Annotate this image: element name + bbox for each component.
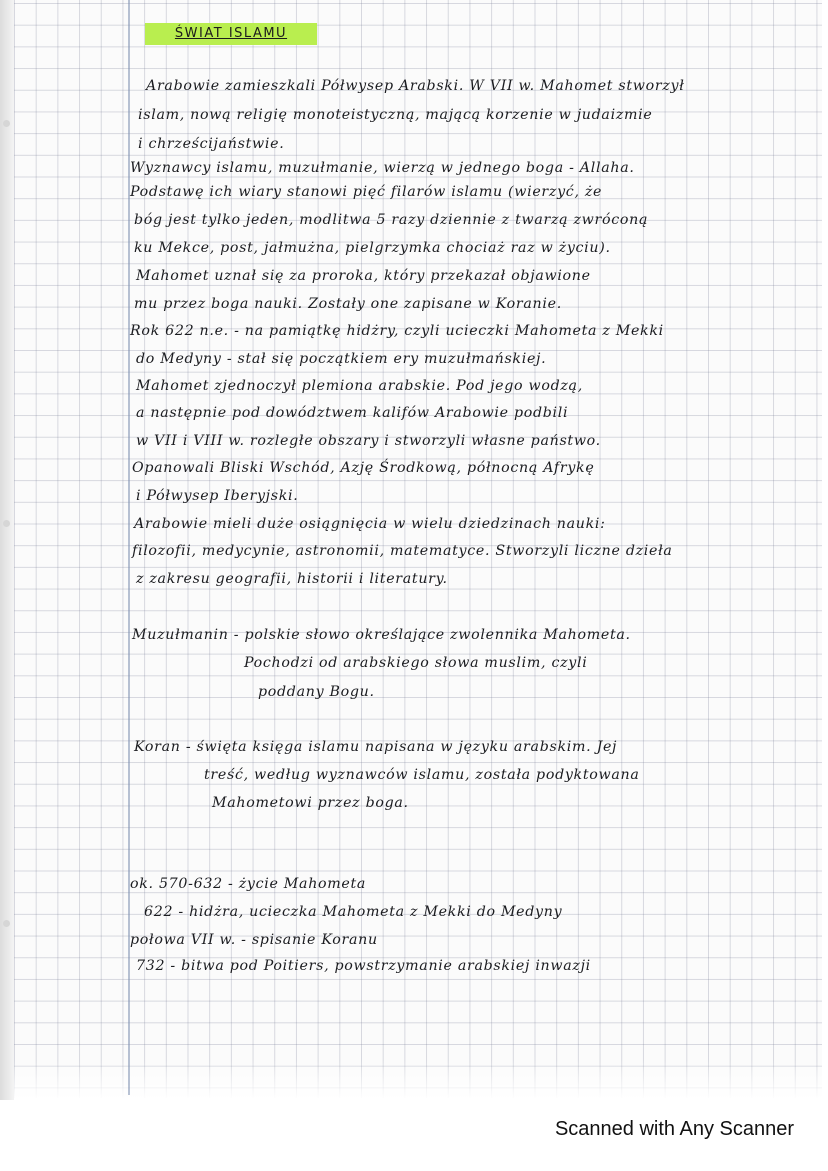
timeline-entry: 732 - bitwa pod Poitiers, powstrzymanie arabskiej inwazji (136, 958, 591, 974)
text-line: z zakresu geografii, historii i literatury. (136, 571, 448, 587)
definition-line: treść, według wyznawców islamu, została podyktowana (204, 767, 640, 783)
page-title: ŚWIAT ISLAMU (145, 23, 317, 45)
scanner-watermark: Scanned with Any Scanner (554, 1118, 794, 1140)
text-line: Arabowie zamieszkali Półwysep Arabski. W VII w. Mahomet stworzył (146, 78, 685, 94)
text-line: Arabowie mieli duże osiągnięcia w wielu dziedzinach nauki: (134, 516, 606, 532)
definition-line: Muzułmanin - polskie słowo określające zwolennika Mahometa. (132, 627, 631, 643)
text-line: Opanowali Bliski Wschód, Azję Środkową, północną Afrykę (132, 460, 595, 476)
text-line: Mahomet uznał się za proroka, który przekazał objawione (136, 268, 591, 284)
timeline-entry: połowa VII w. - spisanie Koranu (130, 932, 378, 948)
text-line: islam, nową religię monoteistyczną, mającą korzenie w judaizmie (138, 107, 653, 123)
text-line: Rok 622 n.e. - na pamiątkę hidżry, czyli ucieczki Mahometa z Mekki (130, 323, 664, 339)
paper-bottom-fade (14, 1060, 822, 1100)
binder-hole (3, 520, 10, 527)
text-line: bóg jest tylko jeden, modlitwa 5 razy dziennie z twarzą zwróconą (134, 212, 649, 228)
text-line: Mahomet zjednoczył plemiona arabskie. Pod jego wodzą, (136, 378, 583, 394)
text-line: w VII i VIII w. rozległe obszary i stworzyli własne państwo. (136, 433, 601, 449)
text-line: i chrześcijaństwie. (138, 136, 285, 152)
text-line: do Medyny - stał się początkiem ery muzułmańskiej. (136, 351, 547, 367)
text-line: ku Mekce, post, jałmużna, pielgrzymka chociaż raz w życiu). (134, 240, 611, 256)
definition-line: Mahometowi przez boga. (212, 795, 409, 811)
text-line: Podstawę ich wiary stanowi pięć filarów islamu (wierzyć, że (130, 184, 603, 200)
text-line: mu przez boga nauki. Zostały one zapisane w Koranie. (134, 296, 562, 312)
definition-line: poddany Bogu. (258, 684, 375, 700)
definition-line: Pochodzi od arabskiego słowa muslim, czyli (244, 655, 588, 671)
binder-hole (3, 120, 10, 127)
binder-hole (3, 920, 10, 927)
text-line: filozofii, medycynie, astronomii, matematyce. Stworzyli liczne dzieła (132, 543, 673, 559)
scan-edge (0, 0, 14, 1100)
timeline-entry: ok. 570-632 - życie Mahometa (130, 876, 367, 892)
text-line: Wyznawcy islamu, muzułmanie, wierzą w jednego boga - Allaha. (130, 160, 635, 176)
definition-line: Koran - święta księga islamu napisana w języku arabskim. Jej (134, 739, 618, 755)
text-line: a następnie pod dowództwem kalifów Arabowie podbili (136, 405, 569, 421)
timeline-entry: 622 - hidżra, ucieczka Mahometa z Mekki do Medyny (144, 904, 563, 920)
text-line: i Półwysep Iberyjski. (136, 488, 299, 504)
